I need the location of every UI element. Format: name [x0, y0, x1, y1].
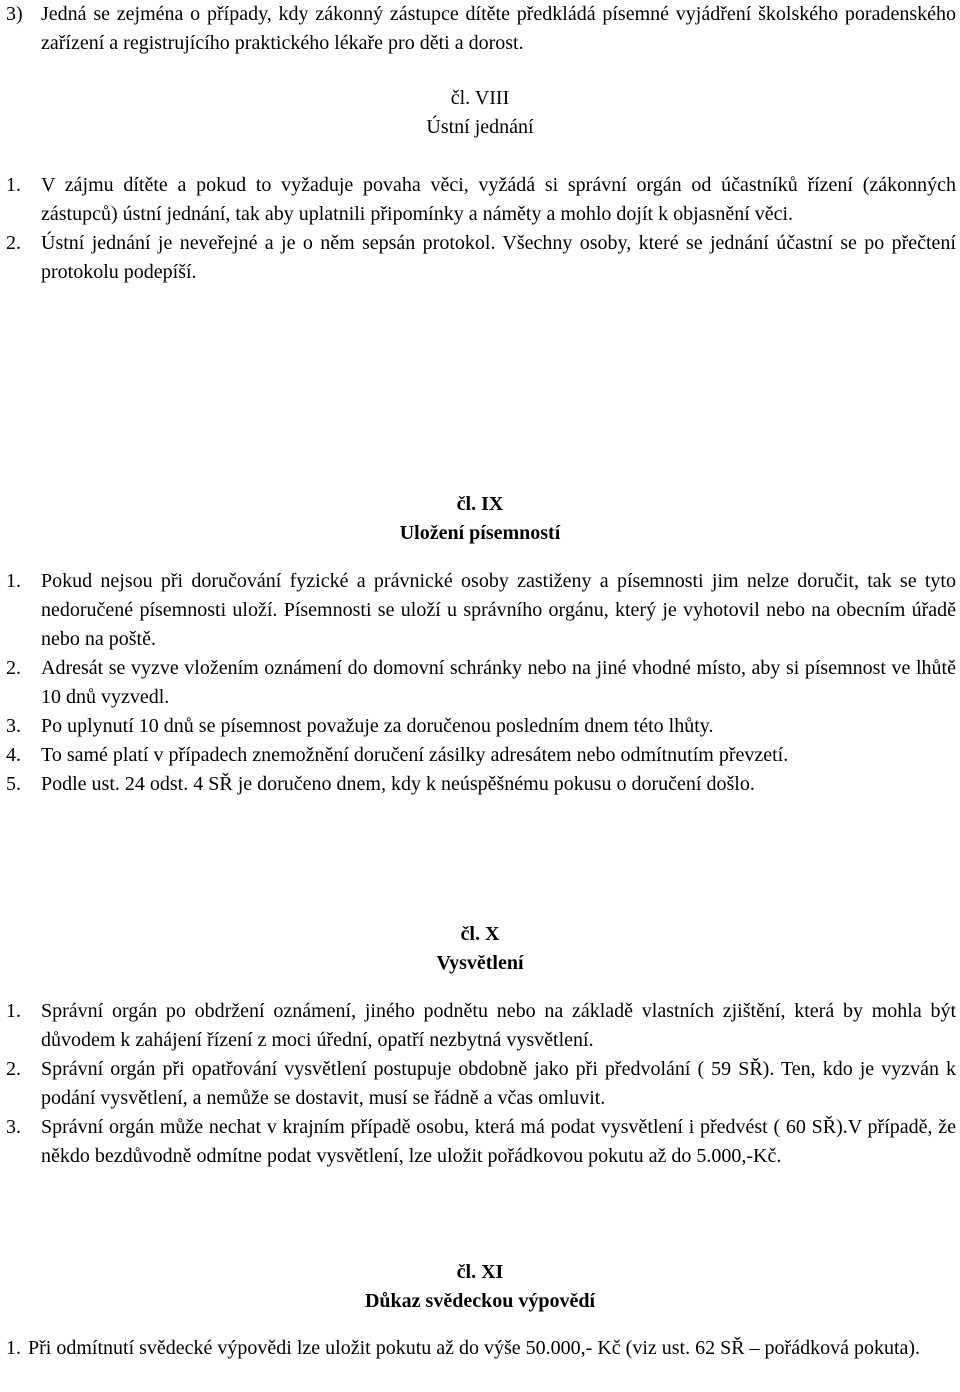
- item-text: Správní orgán po obdržení oznámení, jiného podnětu nebo na základě vlastních zjištění, která by mohla být důvodem k zahájení řízení z moci úřední, opatří nezbytná vysvětlení.: [41, 1000, 956, 1051]
- item-number: 1.: [6, 570, 21, 592]
- article-8-list: [6, 171, 956, 287]
- item-number: 5.: [6, 773, 21, 795]
- item-text: Správní orgán při opatřování vysvětlení postupuje obdobně jako při předvolání ( 59 SŘ). Ten, kdo je vyzván k podání vysvětlení, a nemůže se dostavit, musí se řádně a včas omluvit.: [41, 1058, 956, 1109]
- paragraph-number: 3): [6, 3, 23, 25]
- item-number: 3.: [6, 715, 21, 737]
- article-10-list: [6, 997, 956, 1171]
- item-number: 4.: [6, 744, 21, 766]
- list-item: [6, 171, 956, 229]
- item-number: 3.: [6, 1116, 21, 1138]
- article-11-heading: [0, 1258, 960, 1316]
- article-number: čl. XI: [456, 1261, 504, 1283]
- list-item: [6, 567, 956, 654]
- article-9-heading: [0, 490, 960, 548]
- article-title: Ústní jednání: [426, 116, 534, 138]
- item-number: 2.: [6, 1058, 21, 1080]
- item-text: V zájmu dítěte a pokud to vyžaduje povaha věci, vyžádá si správní orgán od účastníků řízení (zákonných zástupců) ústní jednání, tak aby uplatnili připomínky a náměty a mohlo dojít k objasnění věci.: [41, 174, 956, 225]
- item-text: Podle ust. 24 odst. 4 SŘ je doručeno dnem, kdy k neúspěšnému pokusu o doručení došlo.: [41, 773, 755, 795]
- list-item: [6, 229, 956, 287]
- article-9-list: [6, 567, 956, 799]
- item-text: Při odmítnutí svědecké výpovědi lze uložit pokutu až do výše 50.000,- Kč (viz ust. 62 SŘ – pořádková pokuta).: [28, 1337, 921, 1359]
- item-number: 1.: [6, 1337, 21, 1359]
- article-title: Důkaz svědeckou výpovědí: [364, 1290, 596, 1312]
- item-number: 1.: [6, 1000, 21, 1022]
- list-item: [6, 741, 956, 770]
- item-text: To samé platí v případech znemožnění doručení zásilky adresátem nebo odmítnutím převzetí.: [41, 744, 789, 766]
- article-11-list: [6, 1334, 956, 1363]
- article-title: Uložení písemností: [399, 522, 561, 544]
- article-10-heading: [0, 920, 960, 978]
- list-item: [6, 997, 956, 1055]
- list-item: [6, 712, 956, 741]
- article-8-heading: [0, 84, 960, 142]
- item-text: Pokud nejsou při doručování fyzické a právnické osoby zastiženy a písemnosti jim nelze doručit, tak se tyto nedoručené písemnosti uloží. Písemnosti se uloží u správního orgánu, který je vyhotovil nebo na obecním úřadě nebo na poště.: [41, 570, 956, 650]
- item-text: Správní orgán může nechat v krajním případě osobu, která má podat vysvětlení i předvést ( 60 SŘ).V případě, že někdo bezdůvodně odmítne podat vysvětlení, lze uložit pořádkovou pokutu až do 5.000,-Kč.: [41, 1116, 956, 1167]
- list-item: [6, 1113, 956, 1171]
- paragraph-3: [6, 0, 956, 58]
- list-item: [6, 770, 956, 799]
- article-title: Vysvětlení: [436, 952, 524, 974]
- item-text: Adresát se vyzve vložením oznámení do domovní schránky nebo na jiné vhodné místo, aby si písemnost ve lhůtě 10 dnů vyzvedl.: [41, 657, 956, 708]
- list-item: [6, 654, 956, 712]
- article-number: čl. VIII: [450, 87, 510, 109]
- item-text: Ústní jednání je neveřejné a je o něm sepsán protokol. Všechny osoby, které se jednání účastní se po přečtení protokolu podepíší.: [41, 232, 956, 283]
- item-text: Po uplynutí 10 dnů se písemnost považuje za doručenou posledním dnem této lhůty.: [41, 715, 714, 737]
- paragraph-text: Jedná se zejména o případy, kdy zákonný zástupce dítěte předkládá písemné vyjádření školského poradenského zařízení a registrujícího praktického lékaře pro děti a dorost.: [41, 3, 956, 54]
- article-number: čl. X: [460, 923, 500, 945]
- item-number: 2.: [6, 657, 21, 679]
- item-number: 1.: [6, 174, 21, 196]
- article-number: čl. IX: [456, 493, 504, 515]
- list-item: [6, 1334, 956, 1363]
- list-item: [6, 1055, 956, 1113]
- item-number: 2.: [6, 232, 21, 254]
